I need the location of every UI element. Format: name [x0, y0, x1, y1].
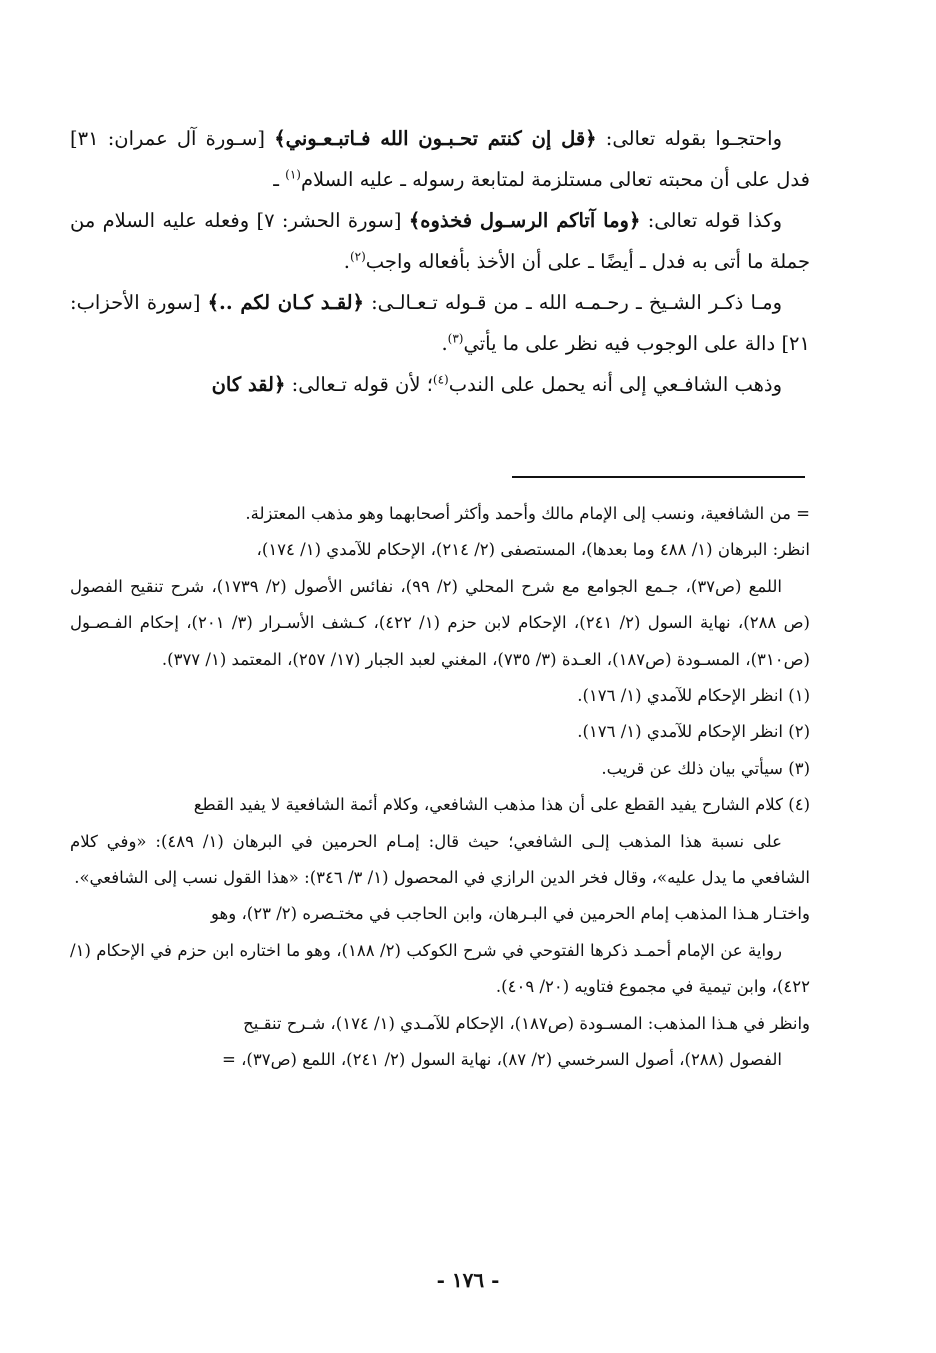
paragraph-2: [70, 200, 810, 282]
references-rest: اللمع (ص٣٧)، جـمع الجوامع مع شرح المحلي (٢/ ٩٩)، نفائس الأصول (٢/ ١٧٣٩)، شرح تنقيح الفصول (ص ٢٨٨)، نهاية السول (٢/ ٢٤١)، الإحكام لابن حزم (١/ ٤٢٢)، كـشف الأسـرار (٣/ ٢٠١)، إحكام الفـصـول (ص٣١٠)، المسـودة (ص١٨٧)، العـدة (٣/ ٧٣٥)، المغني لعبد الجبار (١٧/ ٢٥٧)، المعتمد (١/ ٣٧٧).: [70, 576, 810, 669]
footnote-ref-3: (٣): [447, 331, 464, 346]
footnote-4-rest: على نسبة هذا المذهب إلـى الشافعي؛ حيث قال: إمـام الحرمين في البرهان (١/ ٤٨٩): «وفي كلام الشافعي ما يدل عليه»، وقال فخر الدين الرازي في المحصول (١/ ٣/ ٣٤٦): «هذا القول نسب إلى الشافعي».: [70, 831, 810, 888]
p4-lead: وذهب الشافـعي إلى أنه يحمل على الندب: [448, 373, 782, 396]
p3-quran-quote: ﴿لقـد كـان لكم ..﴾: [207, 291, 364, 314]
p2-lead: وكذا قوله تعالى:: [640, 209, 783, 232]
p2-tail: .: [343, 250, 350, 273]
p3-rest: [سورة الأحزاب: ٢١] دالة على الوجوب فيه نظر على ما يأتي: [70, 291, 810, 355]
choice-first-line: واختـار هـذا المذهب إمام الحرمين في البـرهان، وابن الحاجب في مختـصره (٢/ ٢٣)، وهو: [211, 904, 810, 924]
footnote-2: (٢) انظر الإحكام للآمدي (١/ ١٧٦).: [577, 722, 810, 742]
references-first-line: انظر: البرهان (١/ ٤٨٨ وما بعدها)، المستصفى (٢/ ٢١٤)، الإحكام للآمدي (١/ ١٧٤)،: [256, 540, 810, 560]
paragraph-3: [70, 282, 810, 364]
footnote-4: [70, 787, 810, 896]
p4-mid: ؛ لأن قوله تـعالى:: [285, 373, 433, 396]
paragraph-1: [70, 118, 810, 200]
footnote-3: (٣) سيأتي بيان ذلك عن قريب.: [601, 758, 810, 778]
footnote-ref-2: (٢): [349, 249, 366, 264]
p2-rest: [سورة الحشر: ٧] وفعله عليه السلام من جملة ما أتى به فدل ـ أيضًا ـ على أن الأخذ بأفعاله واجب: [70, 209, 810, 273]
p2-quran-quote: ﴿وما آتاكم الرسـول فخذوه﴾: [408, 209, 641, 232]
footnote-separator: [512, 476, 805, 478]
p4-quran-quote: ﴿لقد كان: [211, 373, 286, 396]
see-also-rest: الفصول (٢٨٨)، أصول السرخسي (٢/ ٨٧)، نهاية السول (٢/ ٢٤١)، اللمع (ص٣٧)، =: [222, 1050, 782, 1070]
footnote-references: [70, 532, 810, 678]
footnote-4-first-line: (٤) كلام الشارح يفيد القطع على أن هذا مذهب الشافعي، وكلام أئمة الشافعية لا يفيد القطع: [193, 795, 810, 815]
footnote-ref-4: (٤): [432, 372, 449, 387]
p1-quran-quote: ﴿قل إن كنتم تحـبـون الله فـاتبـعـوني﴾: [274, 127, 597, 150]
see-also-first-line: وانظر في هـذا المذهب: المسـودة (ص١٨٧)، الإحكام للآمـدي (١/ ١٧٤)، شـرح تنقـيح: [243, 1013, 810, 1033]
page-number: - ١٧٦ -: [436, 1268, 500, 1292]
footnotes: [70, 496, 810, 1079]
p3-lead: ومـا ذكـر الشـيخ ـ رحـمـه الله ـ من قـوله تـعـالـى:: [363, 291, 782, 314]
main-text: [70, 118, 810, 405]
footnote-continuation: = من الشافعية، ونسب إلى الإمام مالك وأحمد وأكثر أصحابهما وهو مذهب المعتزلة.: [245, 504, 810, 523]
footnote-1: (١) انظر الإحكام للآمدي (١/ ١٧٦).: [577, 686, 810, 706]
p3-tail: .: [441, 332, 448, 355]
footnote-ref-1: (١): [285, 167, 301, 182]
choice-rest: رواية عن الإمام أحمـد ذكرها الفتوحي في شرح الكوكب (٢/ ١٨٨)، وهو ما اختاره ابن حزم في الإحكام (١/ ٤٢٢)، وابن تيمية في مجموع فتاويه (٢٠/ ٤٠٩).: [70, 940, 810, 997]
paragraph-4: [70, 364, 810, 405]
footnote-4-see-also: [70, 1006, 810, 1079]
p1-tail: ـ: [273, 168, 286, 191]
p1-lead: واحتجـوا بقوله تعالى:: [596, 127, 783, 150]
p1-rest: [سـورة آل عمران: ٣١] فدل على أن محبته تعالى مستلزمة لمتابعة رسوله ـ عليه السلام: [70, 127, 810, 191]
footnote-4-choice: [70, 896, 810, 1005]
